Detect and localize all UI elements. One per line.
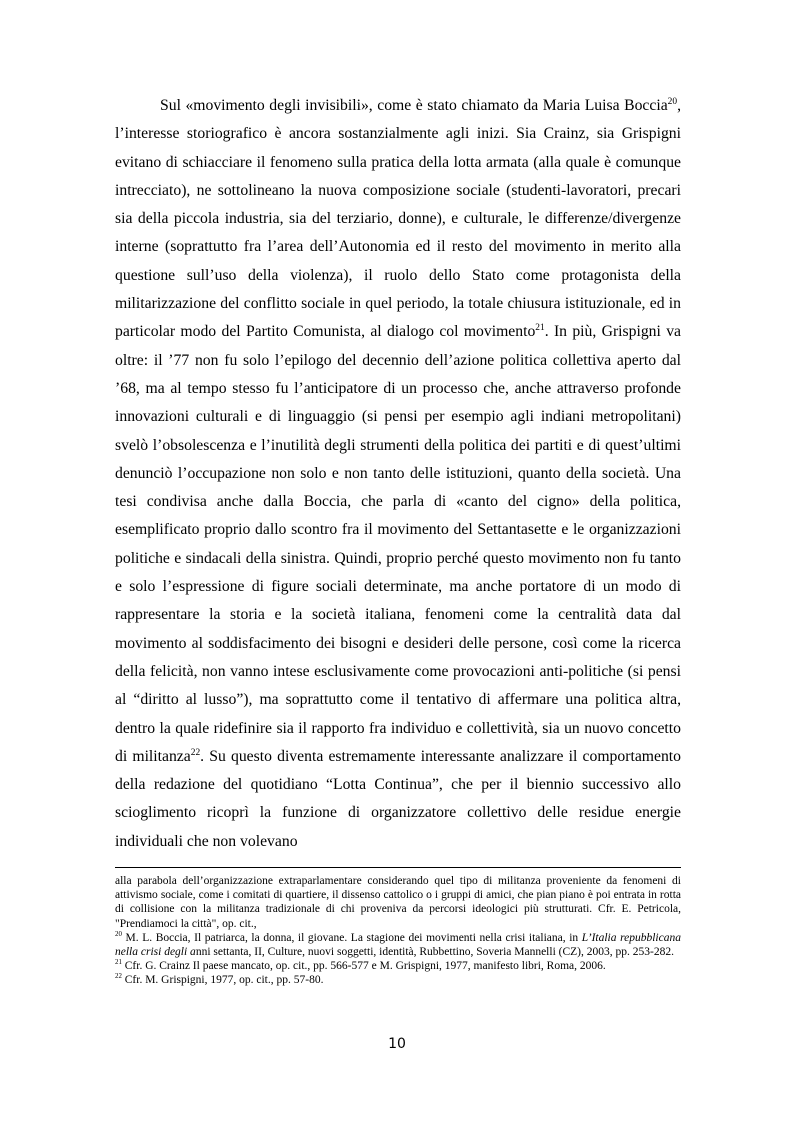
footnote-number-22: 22: [115, 973, 122, 981]
footnote-20-italic-title: L’Italia repubblicana nella crisi degli a: [115, 931, 681, 959]
footnote-ref-21[interactable]: 21: [535, 323, 545, 334]
body-paragraph: [115, 92, 681, 856]
footnote-number-21: 21: [115, 959, 122, 967]
body-text-part-2: , l’interesse storiografico è ancora sostanzialmente agli inizi. Sia Crainz, sia Grispigni evitano di schiacciare il fenomeno sulla pratica della lotta armata (alla quale è comunque intrecciato), ne sottolineano la nuova composizione sociale (studenti-lavoratori, precari sia della piccola industria, sia del terziario, donne), e culturale, le differenze/divergenze interne (soprattutto fra l’area dell’Autonomia ed il resto del movimento in merito alla questione sull’uso della violenza), il ruolo dello Stato come protagonista della militarizzazione del conflitto sociale in quel periodo, la totale chiusura istituzionale, ed in particolar modo del Partito Comunista, al dialogo col movimento: [115, 97, 681, 341]
footnotes: [115, 874, 681, 988]
page-number: 10: [388, 1036, 406, 1052]
footnote-continuation: alla parabola dell’organizzazione extraparlamentare considerando quel tipo di militanza proveniente da fenomeni di attivismo sociale, come i comitati di quartiere, il dissenso cattolico o i gruppi di amici, che pian piano è poi entrata in rotta di collisione con la militanza tradizionale di chi proveniva da percorsi ideologici più strutturati. Cfr. E. Petricola, "Prendiamoci la città", op. cit.,: [115, 875, 681, 930]
body-text-part-4: . Su questo diventa estremamente interessante analizzare il comportamento della redazione del quotidiano “Lotta Continua”, che per il biennio successivo allo scioglimento ricoprì la funzione di organizzatore collettivo delle residue energie individuali che non volevano: [115, 747, 682, 850]
footnote-number-20: 20: [115, 930, 122, 938]
footnote-ref-22[interactable]: 22: [190, 747, 201, 758]
footnote-22: [115, 973, 681, 987]
footnote-20-text-a: M. L. Boccia, Il patriarca, la donna, il giovane. La stagione dei movimenti nella crisi italiana, in: [121, 931, 582, 944]
footnote-ref-20[interactable]: 20: [667, 96, 678, 107]
footnote-21-text: Cfr. G. Crainz Il paese mancato, op. cit., pp. 566-577 e M. Grispigni, 1977, manifesto libri, Roma, 2006.: [121, 960, 606, 973]
body-text-part-3: . In più, Grispigni va oltre: il ’77 non fu solo l’epilogo del decennio dell’azione politica collettiva aperto dal ’68, ma al tempo stesso fu l’anticipatore di un processo che, anche attraverso profonde innovazioni culturali e di linguaggio (si pensi per esempio agli indiani metropolitani) svelò l’obsolescenza e l’inutilità degli strumenti della politica dei partiti e di quest’ultimi denunciò l’occupazione non solo e non tanto delle istituzioni, quanto della società. Una tesi condivisa anche dalla Boccia, che parla di «canto del cigno» della politica, esemplificato proprio dallo scontro fra il movimento del Settantasette e le organizzazioni politiche e sindacali della sinistra. Quindi, proprio perché questo movimento non fu tanto e solo l’espressione di figure sociali determinate, ma anche portatore di un modo di rappresentare la storia e la società italiana, fenomeni come la centralità data dal movimento al soddisfacimento dei bisogni e desideri delle persone, così come la ricerca della felicità, non vanno intese esclusivamente come provocazioni anti-politiche (si pensi al “diritto al lusso”), ma soprattutto come il tentativo di affermare una politica altra, dentro la quale ridefinire sia il rapporto fra individuo e collettività, sia un nuovo concetto di militanza: [115, 323, 682, 765]
body-text-part-1: Sul «movimento degli invisibili», come è stato chiamato da Maria Luisa Boccia: [160, 97, 668, 114]
footnote-22-text: Cfr. M. Grispigni, 1977, op. cit., pp. 57-80.: [121, 974, 324, 987]
footnote-21: [115, 959, 681, 973]
footnote-20-text-b: nni settanta, II, Culture, nuovi soggetti, identità, Rubbettino, Soveria Mannelli (CZ), 2003, pp. 253-282.: [195, 946, 674, 959]
footnote-separator: [115, 867, 681, 868]
footnote-20: [115, 931, 681, 959]
